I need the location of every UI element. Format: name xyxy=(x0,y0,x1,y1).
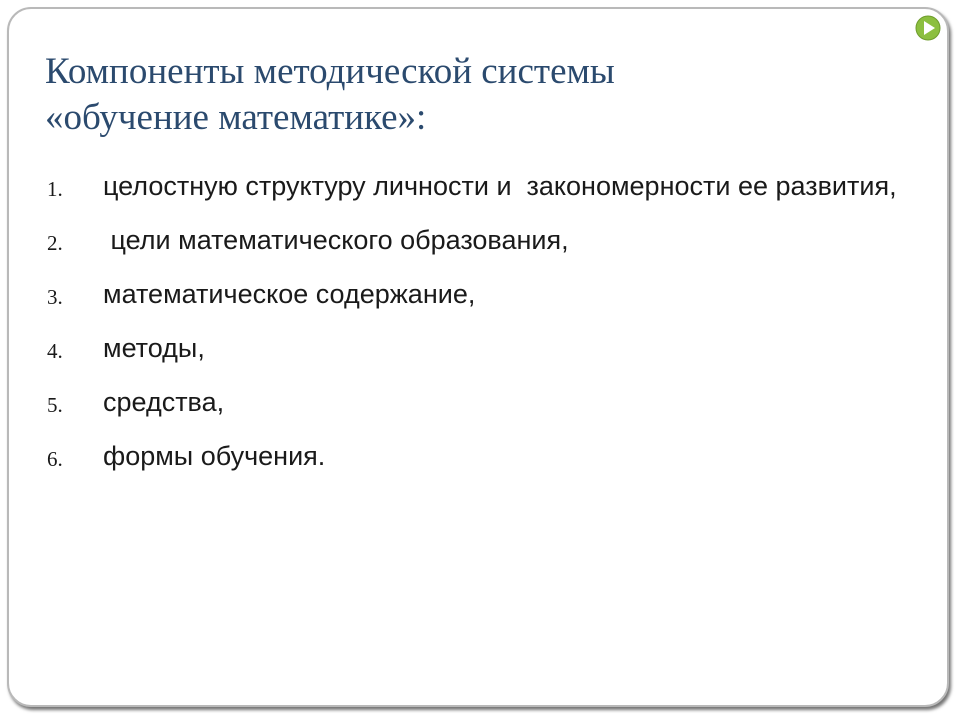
list-item-text: методы, xyxy=(103,333,205,363)
components-list xyxy=(47,169,907,493)
list-item-text: математическое содержание, xyxy=(103,279,476,309)
list-item xyxy=(47,223,907,260)
slide-title-line: «обучение математике»: xyxy=(45,97,427,138)
list-item-number: 2. xyxy=(47,231,63,255)
list-item xyxy=(47,277,907,314)
slide-title xyxy=(45,49,905,141)
list-item-text: средства, xyxy=(103,387,225,417)
list-item xyxy=(47,331,907,368)
play-arrow-icon xyxy=(913,13,943,43)
slide-frame xyxy=(7,7,949,707)
list-item-number: 4. xyxy=(47,339,63,363)
list-item-text: цели математического образования, xyxy=(103,225,569,255)
list-item xyxy=(47,385,907,422)
slide-title-line: Компоненты методической системы xyxy=(45,51,615,92)
list-item-text: формы обучения. xyxy=(103,441,326,471)
list-item xyxy=(47,169,907,206)
list-item-number: 3. xyxy=(47,285,63,309)
list-item-number: 5. xyxy=(47,393,63,417)
list-item-number: 6. xyxy=(47,447,63,471)
list-item-text: целостную структуру личности и закономерности ее развития, xyxy=(103,171,897,201)
list-item-number: 1. xyxy=(47,177,63,201)
list-item xyxy=(47,439,907,476)
